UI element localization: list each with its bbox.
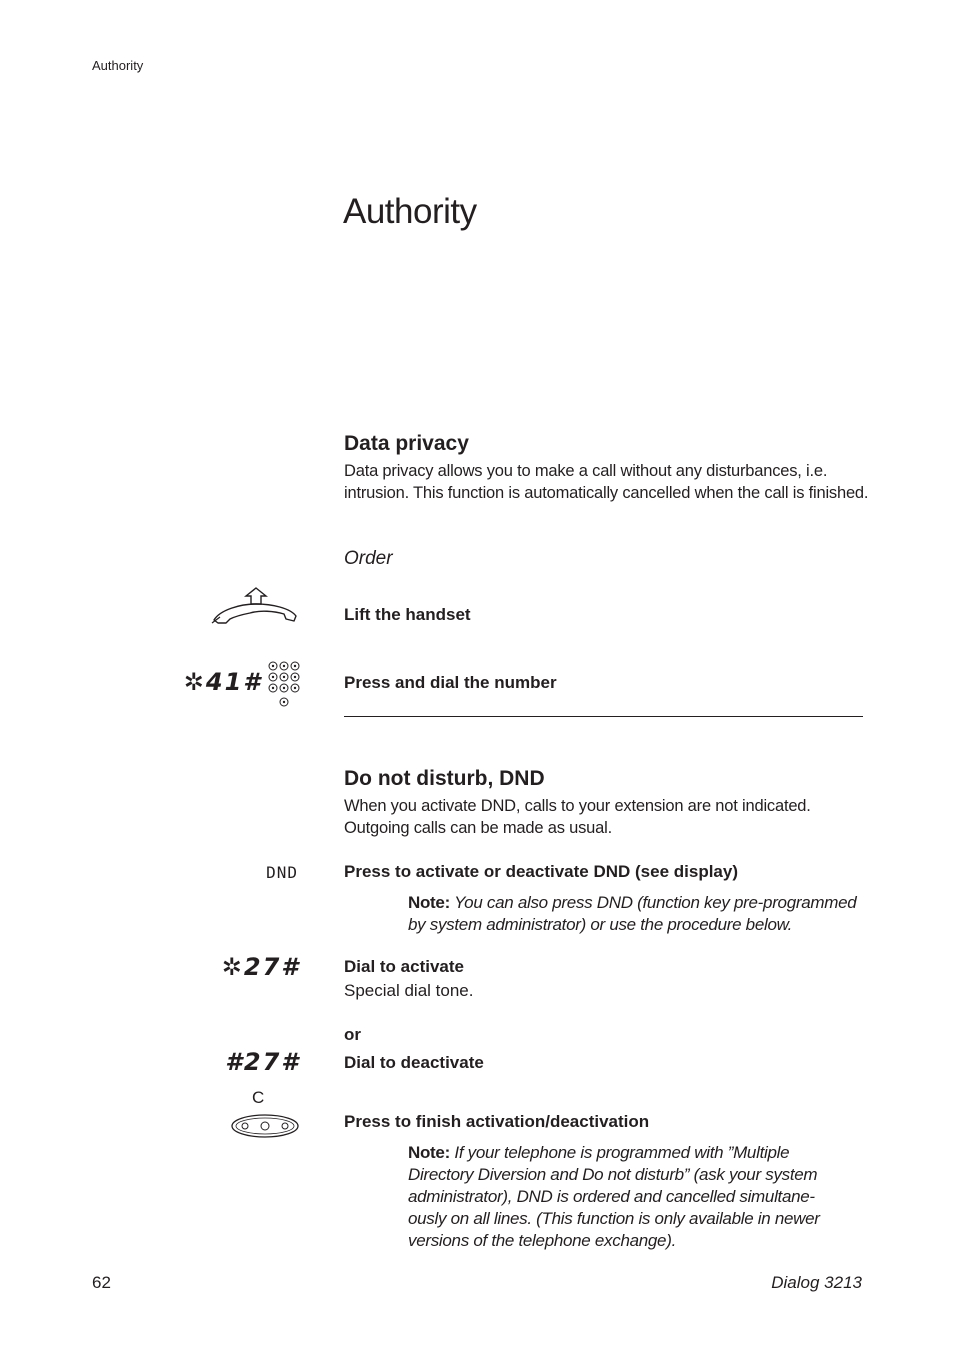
press-dnd-step: Press to activate or deactivate DND (see display) <box>344 862 738 881</box>
press-dial-step: Press and dial the number <box>344 673 557 692</box>
handset-lift-icon <box>210 586 302 626</box>
clear-key-label: C <box>252 1088 265 1107</box>
dnd-description: When you activate DND, calls to your extension are not indicated. Outgoing calls can be made as usual. <box>344 797 811 837</box>
dnd-note-2: Note: If your telephone is programmed with ”Multiple Directory Diversion and Do not disturb” (ask your system administrator), DND is ordered and cancelled simultane- ously on all lines. (This function is only available in newer versions of the telephone exchange). <box>408 1143 820 1250</box>
dnd-key-label: DND <box>266 863 298 882</box>
dnd-activate-code: ✲27# <box>221 953 300 981</box>
clear-key-icon <box>230 1112 300 1140</box>
dnd-title: Do not disturb, DND <box>344 767 545 790</box>
dial-deactivate-step: Dial to deactivate <box>344 1053 484 1072</box>
document-name: Dialog 3213 <box>771 1273 862 1292</box>
or-label: or <box>344 1025 361 1044</box>
dial-activate-step: Dial to activate <box>344 957 464 976</box>
data-privacy-title: Data privacy <box>344 432 469 455</box>
special-dial-tone-text: Special dial tone. <box>344 981 474 1000</box>
dnd-note-1: Note: You can also press DND (function key pre-programmed by system administrator) or use the procedure below. <box>408 893 857 934</box>
finish-step: Press to finish activation/deactivation <box>344 1112 650 1131</box>
page-number: 62 <box>92 1273 111 1292</box>
running-head: Authority <box>92 58 144 73</box>
section-divider <box>344 716 863 717</box>
data-privacy-code: ✲41# <box>183 668 262 696</box>
lift-handset-step: Lift the handset <box>344 605 471 624</box>
chapter-title: Authority <box>343 192 477 231</box>
order-subheading: Order <box>344 548 393 569</box>
dnd-deactivate-code: #27# <box>225 1048 300 1076</box>
data-privacy-description: Data privacy allows you to make a call without any disturbances, i.e. intrusion. This function is automatically cancelled when the call is finished. <box>344 462 869 502</box>
keypad-icon <box>266 659 302 709</box>
